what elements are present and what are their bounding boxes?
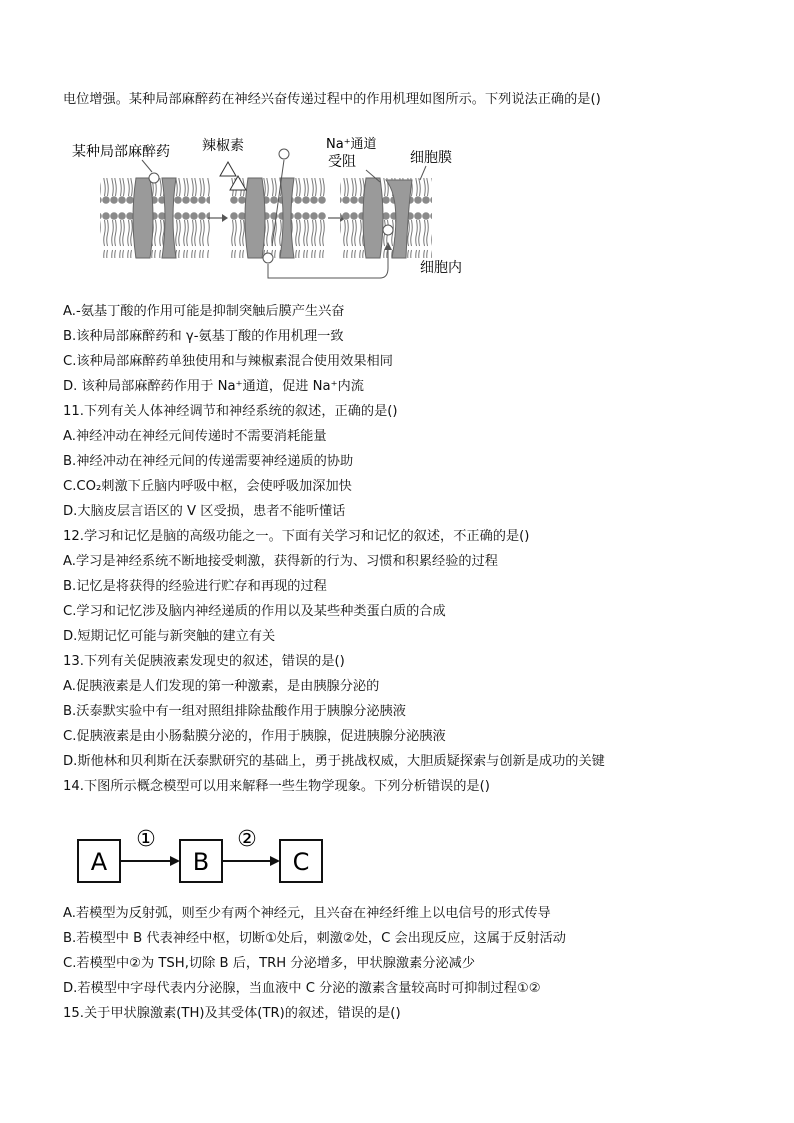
- q11-option-a: A.神经冲动在神经元间传递时不需要消耗能量: [63, 429, 327, 444]
- q10-option-c: C.该种局部麻醉药单独使用和与辣椒素混合使用效果相同: [63, 354, 393, 369]
- q13-option-b: B.沃泰默实验中有一组对照组排除盐酸作用于胰腺分泌胰液: [63, 704, 406, 719]
- q10-option-d: D. 该种局部麻醉药作用于 Na⁺通道，促进 Na⁺内流: [63, 379, 364, 394]
- q13-option-c: C.促胰液素是由小肠黏膜分泌的，作用于胰腺，促进胰腺分泌胰液: [63, 729, 446, 744]
- q13-option-d: D.斯他林和贝利斯在沃泰默研究的基础上，勇于挑战权威，大胆质疑探索与创新是成功的关键: [63, 754, 605, 769]
- label-capsaicin: 辣椒素: [202, 138, 244, 154]
- anesthetic-mechanism-figure: [70, 128, 480, 280]
- q14-option-a: A.若模型为反射弧，则至少有两个神经元，且兴奋在神经纤维上以电信号的形式传导: [63, 906, 551, 921]
- q11-stem: 11.下列有关人体神经调节和神经系统的叙述，正确的是(): [63, 404, 398, 419]
- q13-stem: 13.下列有关促胰液素发现史的叙述，错误的是(): [63, 654, 345, 669]
- box-a-label: A: [90, 848, 108, 876]
- q10-option-a: A.-氨基丁酸的作用可能是抑制突触后膜产生兴奋: [63, 304, 345, 319]
- concept-model-diagram: [76, 822, 326, 886]
- q11-option-b: B.神经冲动在神经元间的传递需要神经递质的协助: [63, 454, 354, 469]
- membrane-panel-1: [100, 173, 210, 258]
- q14-option-c: C.若模型中②为 TSH,切除 B 后，TRH 分泌增多，甲状腺激素分泌减少: [63, 956, 476, 971]
- q11-option-c: C.CO₂刺激下丘脑内呼吸中枢，会使呼吸加深加快: [63, 479, 352, 494]
- q13-option-a: A.促胰液素是人们发现的第一种激素，是由胰腺分泌的: [63, 679, 380, 694]
- step-2-label: ②: [237, 827, 257, 852]
- q12-option-a: A.学习是神经系统不断地接受刺激，获得新的行为、习惯和积累经验的过程: [63, 554, 498, 569]
- q12-option-b: B.记忆是将获得的经验进行贮存和再现的过程: [63, 579, 327, 594]
- box-c-label: C: [292, 848, 310, 876]
- q14-option-d: D.若模型中字母代表内分泌腺，当血液中 C 分泌的激素含量较高时可抑制过程①②: [63, 981, 541, 996]
- q15-stem: 15.关于甲状腺激素(TH)及其受体(TR)的叙述，错误的是(): [63, 1006, 401, 1021]
- q12-option-d: D.短期记忆可能与新突触的建立有关: [63, 629, 276, 644]
- membrane-panel-2: [220, 149, 326, 263]
- q14-option-b: B.若模型中 B 代表神经中枢，切断①处后，刺激②处，C 会出现反应，这属于反射活动: [63, 931, 566, 946]
- label-na-channel: Na⁺通道: [326, 137, 377, 152]
- intro-text: 电位增强。某种局部麻醉药在神经兴奋传递过程中的作用机理如图所示。下列说法正确的是(): [63, 92, 601, 107]
- q11-option-d: D.大脑皮层言语区的 V 区受损，患者不能听懂话: [63, 504, 346, 519]
- q10-option-b: B.该种局部麻醉药和 γ-氨基丁酸的作用机理一致: [63, 329, 344, 344]
- membrane-panel-3: [340, 178, 432, 258]
- box-b-label: B: [192, 848, 210, 876]
- q12-stem: 12.学习和记忆是脑的高级功能之一。下面有关学习和记忆的叙述，不正确的是(): [63, 529, 530, 544]
- label-blocked: 受阻: [328, 154, 356, 170]
- label-anesthetic: 某种局部麻醉药: [72, 144, 170, 160]
- q14-stem: 14.下图所示概念模型可以用来解释一些生物学现象。下列分析错误的是(): [63, 779, 490, 794]
- label-inside-cell: 细胞内: [420, 260, 462, 276]
- q12-option-c: C.学习和记忆涉及脑内神经递质的作用以及某些种类蛋白质的合成: [63, 604, 446, 619]
- label-membrane: 细胞膜: [410, 150, 452, 166]
- step-1-label: ①: [136, 827, 156, 852]
